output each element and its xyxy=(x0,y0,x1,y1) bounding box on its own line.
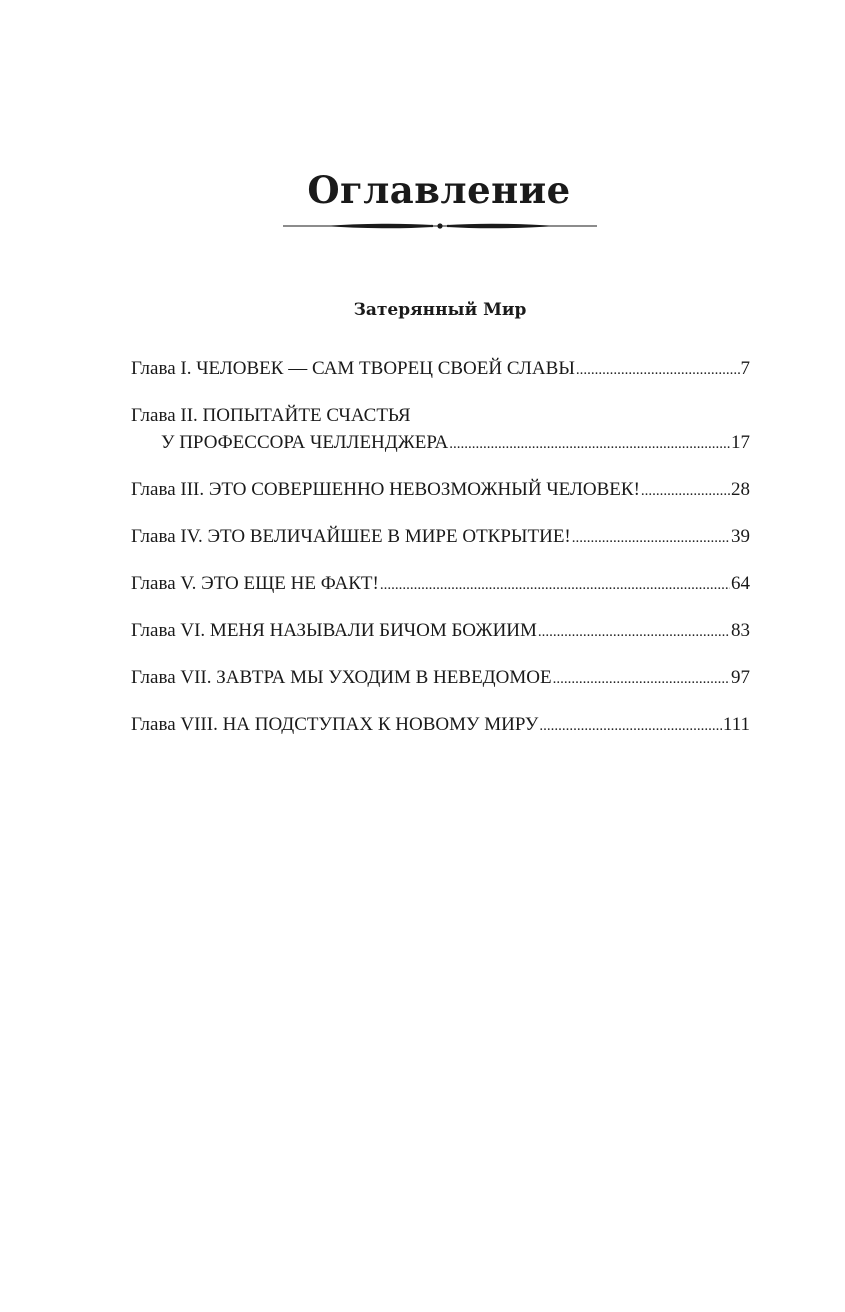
chapter-title: Глава VIII. НА ПОДСТУПАХ К НОВОМУ МИРУ xyxy=(131,714,539,735)
page-number: 111 xyxy=(722,714,750,735)
page-number: 64 xyxy=(731,573,750,594)
chapter-title: Глава IV. ЭТО ВЕЛИЧАЙШЕЕ В МИРЕ ОТКРЫТИЕ! xyxy=(131,526,571,547)
chapter-title: Глава VI. МЕНЯ НАЗЫВАЛИ БИЧОМ БОЖИИМ xyxy=(131,620,537,641)
toc-entry-chapter-2[interactable] xyxy=(131,402,750,456)
dot-leader xyxy=(576,357,740,384)
dot-leader xyxy=(539,713,722,740)
dot-leader xyxy=(553,666,730,693)
page-number: 7 xyxy=(740,358,750,379)
toc-entry-chapter-4[interactable] xyxy=(131,523,750,550)
toc-entry-chapter-3[interactable] xyxy=(131,476,750,503)
chapter-title: Глава VII. ЗАВТРА МЫ УХОДИМ В НЕВЕДОМОЕ xyxy=(131,667,552,688)
chapter-title: Глава III. ЭТО СОВЕРШЕННО НЕВОЗМОЖНЫЙ ЧЕЛОВЕК! xyxy=(131,479,640,500)
table-of-contents xyxy=(131,355,750,758)
chapter-title-continuation: У ПРОФЕССОРА ЧЕЛЛЕНДЖЕРА xyxy=(161,432,449,453)
chapter-title: Глава V. ЭТО ЕЩЕ НЕ ФАКТ! xyxy=(131,573,379,594)
toc-entry-chapter-6[interactable] xyxy=(131,617,750,644)
toc-entry-chapter-7[interactable] xyxy=(131,664,750,691)
page-number: 17 xyxy=(731,432,750,453)
dot-leader xyxy=(449,431,730,458)
chapter-title: Глава II. ПОПЫТАЙТЕ СЧАСТЬЯ xyxy=(131,405,411,426)
toc-line xyxy=(131,402,750,429)
page-number: 39 xyxy=(731,526,750,547)
toc-line xyxy=(131,570,750,597)
title-ornament xyxy=(283,216,597,236)
toc-entry-chapter-5[interactable] xyxy=(131,570,750,597)
page-number: 83 xyxy=(731,620,750,641)
section-title: Затерянный Мир xyxy=(353,300,527,320)
page-number: 97 xyxy=(731,667,750,688)
dot-leader xyxy=(538,619,730,646)
dot-leader xyxy=(641,478,730,505)
toc-entry-chapter-1[interactable] xyxy=(131,355,750,382)
toc-line xyxy=(131,355,750,382)
toc-entry-chapter-8[interactable] xyxy=(131,711,750,738)
dot-leader xyxy=(572,525,730,552)
toc-line xyxy=(131,523,750,550)
toc-line xyxy=(131,664,750,691)
toc-line xyxy=(131,476,750,503)
page-number: 28 xyxy=(731,479,750,500)
page-title: Оглавление xyxy=(307,168,571,212)
chapter-title: Глава I. ЧЕЛОВЕК — САМ ТВОРЕЦ СВОЕЙ СЛАВЫ xyxy=(131,358,575,379)
toc-line xyxy=(131,617,750,644)
toc-line xyxy=(131,711,750,738)
dot-leader xyxy=(380,572,730,599)
toc-line-continuation xyxy=(131,429,750,456)
